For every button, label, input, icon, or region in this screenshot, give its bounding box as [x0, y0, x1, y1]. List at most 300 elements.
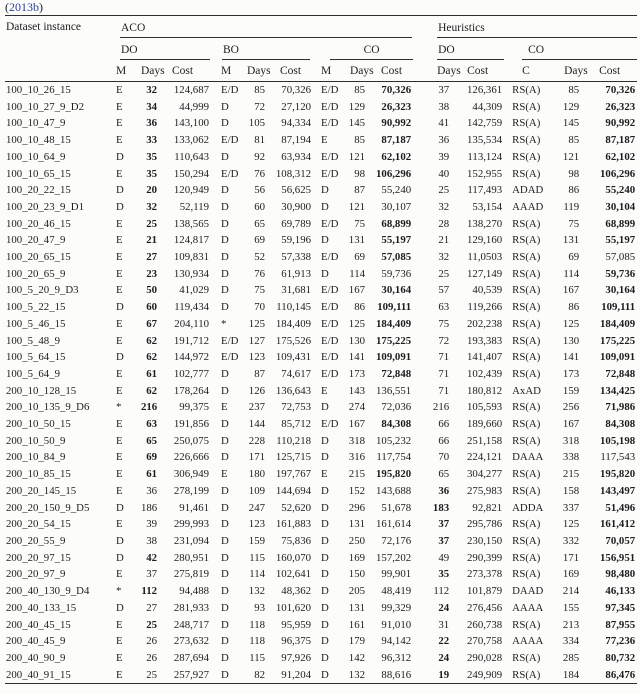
aco-do-m-cell: E — [116, 484, 123, 497]
table-row — [5, 216, 637, 233]
aco-bo-days-cell: 123 — [248, 351, 265, 364]
aco-co-m-cell: D — [321, 234, 329, 247]
heu-co-c-cell: RS(A) — [512, 301, 541, 314]
dataset-instance-cell: 100_10_64_9 — [6, 150, 66, 163]
aco-do-cost-cell: 287,694 — [173, 651, 209, 664]
heu-co-c-cell: RS(A) — [512, 618, 541, 631]
aco-do-cost-cell: 94,488 — [179, 585, 209, 598]
dataset-instance-cell: 200_20_55_9 — [6, 534, 66, 547]
aco-do-m-cell: D — [116, 601, 124, 614]
aco-bo-days-cell: 76 — [254, 267, 265, 280]
aco-co-cost-cell: 30,164 — [381, 284, 412, 297]
aco-co-days-cell: 129 — [348, 100, 365, 113]
table-row — [5, 266, 637, 283]
aco-co-cost-cell: 70,326 — [381, 84, 412, 96]
aco-bo-days-cell: 109 — [248, 484, 265, 497]
heu-do-days-cell: 25 — [438, 267, 450, 280]
aco-bo-days-cell: 70 — [254, 301, 265, 314]
aco-do-cost-cell: 281,933 — [173, 601, 209, 614]
heu-co-cost-cell: 87,187 — [605, 134, 636, 147]
heu-co-days-cell: 141 — [562, 351, 580, 364]
table-row — [5, 349, 637, 366]
aco-co-days-cell: 69 — [354, 251, 365, 264]
aco-co-days-cell: 131 — [348, 518, 365, 531]
dataset-instance-cell: 100_20_65_9 — [6, 267, 66, 280]
heu-co-days-cell: 337 — [562, 501, 580, 514]
col-header-aco-co-cost: Cost — [367, 60, 413, 82]
aco-do-m-cell: D — [116, 301, 124, 314]
heu-do-days-cell: 65 — [438, 468, 450, 481]
col-group-aco-do-label: DO — [120, 44, 210, 60]
col-header-aco-do-m: M — [111, 60, 141, 82]
aco-do-days-cell: 50 — [146, 284, 157, 297]
table-row — [5, 282, 637, 299]
aco-do-m-cell: E — [116, 167, 123, 180]
aco-bo-cost-cell: 85,712 — [281, 418, 311, 431]
aco-do-days-cell: 35 — [146, 167, 157, 180]
heu-co-cost-cell: 70,326 — [605, 84, 636, 96]
aco-co-m-cell: E/D — [321, 367, 339, 380]
col-group-heuristics-label: Heuristics — [437, 22, 637, 38]
dataset-instance-cell: 100_20_65_15 — [6, 251, 71, 264]
aco-co-m-cell: E — [321, 468, 328, 481]
aco-bo-days-cell: 144 — [248, 418, 265, 431]
heu-co-cost-cell: 46,133 — [605, 585, 636, 598]
heu-co-c-cell: RS(A) — [512, 167, 541, 180]
aco-bo-m-cell: E — [221, 468, 228, 481]
aco-do-cost-cell: 278,199 — [173, 484, 209, 497]
aco-bo-cost-cell: 97,926 — [281, 651, 311, 664]
aco-bo-cost-cell: 94,334 — [281, 117, 311, 130]
heu-co-cost-cell: 156,951 — [600, 551, 636, 564]
aco-do-days-cell: 36 — [146, 484, 157, 497]
aco-do-m-cell: E — [116, 568, 123, 581]
heu-do-cost-cell: 92,821 — [472, 501, 503, 514]
heu-co-c-cell: RS(A) — [512, 401, 541, 414]
heu-co-days-cell: 158 — [562, 484, 580, 497]
aco-do-days-cell: 21 — [146, 234, 157, 247]
aco-co-days-cell: 98 — [354, 167, 365, 180]
heu-co-days-cell: 69 — [568, 251, 580, 264]
aco-bo-m-cell: E/D — [221, 84, 239, 96]
aco-do-days-cell: 34 — [146, 100, 157, 113]
aco-do-m-cell: D — [116, 184, 124, 197]
heu-do-cost-cell: 11,0503 — [467, 251, 503, 264]
aco-co-days-cell: 131 — [348, 601, 365, 614]
aco-co-days-cell: 85 — [354, 84, 365, 96]
aco-co-cost-cell: 109,111 — [377, 301, 412, 314]
aco-do-cost-cell: 109,831 — [173, 251, 209, 264]
aco-co-days-cell: 141 — [348, 351, 365, 364]
aco-bo-m-cell: D — [221, 267, 229, 280]
aco-do-cost-cell: 273,632 — [173, 635, 209, 648]
aco-bo-days-cell: 118 — [249, 618, 265, 631]
heu-co-days-cell: 85 — [568, 84, 580, 96]
heu-co-c-cell: RS(A) — [512, 518, 541, 531]
table-body — [5, 82, 637, 683]
aco-bo-cost-cell: 160,070 — [275, 551, 311, 564]
col-group-aco — [111, 16, 413, 38]
heu-co-c-cell: RS(A) — [512, 150, 541, 163]
col-header-aco-do-days: Days — [141, 60, 159, 82]
col-group-heu-co-label: CO — [522, 44, 637, 60]
aco-co-days-cell: 131 — [348, 234, 365, 247]
aco-bo-m-cell: D — [221, 301, 229, 314]
heu-co-days-cell: 121 — [562, 150, 580, 163]
heu-do-days-cell: 72 — [438, 334, 450, 347]
heu-co-c-cell: ADDA — [512, 501, 544, 514]
aco-bo-days-cell: 171 — [248, 451, 265, 464]
heu-do-cost-cell: 230,150 — [467, 534, 503, 547]
dataset-instance-cell: 200_20_145_15 — [6, 484, 77, 497]
col-group-aco-bo-label: BO — [222, 44, 310, 60]
heu-do-cost-cell: 127,149 — [467, 267, 503, 280]
aco-bo-m-cell: E/D — [221, 167, 239, 180]
heu-co-cost-cell: 55,240 — [605, 184, 636, 197]
aco-co-cost-cell: 161,614 — [376, 518, 412, 531]
heu-do-days-cell: 66 — [438, 418, 450, 431]
aco-co-m-cell: D — [321, 451, 329, 464]
aco-co-days-cell: 215 — [348, 468, 365, 481]
heu-do-days-cell: 19 — [438, 668, 450, 681]
heu-do-cost-cell: 249,909 — [467, 668, 503, 681]
heu-co-c-cell: RS(A) — [512, 418, 541, 431]
heu-co-days-cell: 75 — [568, 217, 580, 230]
heu-co-days-cell: 129 — [562, 100, 580, 113]
dataset-instance-cell: 200_10_135_9_D6 — [6, 401, 90, 414]
heu-co-c-cell: RS(A) — [512, 351, 541, 364]
dataset-instance-cell: 100_5_64_15 — [6, 351, 66, 364]
aco-bo-m-cell: D — [221, 117, 229, 130]
aco-co-m-cell: E/D — [321, 351, 339, 364]
heu-do-cost-cell: 101,879 — [467, 585, 503, 598]
heu-do-days-cell: 71 — [438, 367, 450, 380]
heu-do-days-cell: 24 — [438, 651, 450, 664]
heu-co-days-cell: 86 — [568, 301, 580, 314]
heu-co-cost-cell: 57,085 — [605, 251, 636, 264]
aco-bo-m-cell: D — [221, 234, 229, 247]
aco-do-m-cell: E — [116, 251, 123, 264]
aco-co-days-cell: 274 — [348, 401, 365, 414]
aco-co-days-cell: 296 — [348, 501, 365, 514]
aco-co-days-cell: 132 — [348, 668, 365, 681]
col-group-heu-co — [504, 38, 637, 60]
aco-co-m-cell: E/D — [321, 317, 339, 330]
aco-bo-days-cell: 237 — [248, 401, 265, 414]
heu-do-days-cell: 70 — [438, 451, 450, 464]
heu-do-cost-cell: 44,309 — [472, 100, 503, 113]
aco-do-days-cell: 32 — [146, 200, 157, 213]
aco-bo-cost-cell: 74,617 — [281, 367, 311, 380]
aco-co-cost-cell: 48,419 — [381, 585, 412, 598]
aco-bo-cost-cell: 96,375 — [281, 635, 311, 648]
aco-do-days-cell: 42 — [146, 551, 157, 564]
aco-do-days-cell: 36 — [146, 117, 157, 130]
aco-do-days-cell: 33 — [146, 134, 157, 147]
table-row — [5, 633, 637, 650]
heu-do-cost-cell: 189,660 — [467, 418, 503, 431]
aco-co-days-cell: 142 — [348, 651, 365, 664]
aco-do-days-cell: 23 — [146, 267, 157, 280]
aco-do-cost-cell: 133,062 — [173, 134, 209, 147]
results-table — [5, 15, 637, 684]
heu-co-c-cell: RS(A) — [512, 284, 541, 297]
heu-co-c-cell: RS(A) — [512, 367, 541, 380]
aco-co-days-cell: 125 — [348, 317, 365, 330]
aco-co-cost-cell: 84,308 — [381, 418, 412, 431]
aco-bo-cost-cell: 70,326 — [281, 84, 311, 96]
aco-bo-cost-cell: 61,913 — [281, 267, 311, 280]
aco-co-m-cell: D — [321, 568, 329, 581]
aco-co-cost-cell: 109,091 — [376, 351, 412, 364]
aco-do-cost-cell: 178,264 — [173, 384, 209, 397]
dataset-instance-cell: 200_10_85_15 — [6, 468, 71, 481]
aco-co-cost-cell: 88,616 — [381, 668, 412, 681]
aco-co-m-cell: E — [321, 384, 328, 397]
aco-co-m-cell: E/D — [321, 217, 339, 230]
heu-co-cost-cell: 98,480 — [605, 568, 636, 581]
aco-co-m-cell: D — [321, 551, 329, 564]
table-row — [5, 383, 637, 400]
dataset-instance-cell: 100_20_23_9_D1 — [6, 200, 84, 213]
heu-do-cost-cell: 270,758 — [467, 635, 503, 648]
aco-co-m-cell: D — [321, 618, 329, 631]
aco-bo-m-cell: D — [221, 501, 229, 514]
aco-do-cost-cell: 44,999 — [179, 100, 209, 113]
aco-bo-m-cell: E/D — [221, 351, 239, 364]
heu-co-days-cell: 125 — [562, 518, 580, 531]
heu-do-cost-cell: 275,983 — [467, 484, 503, 497]
heu-do-cost-cell: 135,534 — [467, 134, 503, 147]
aco-co-cost-cell: 106,296 — [376, 167, 412, 180]
heu-co-days-cell: 173 — [562, 367, 580, 380]
aco-do-cost-cell: 110,643 — [174, 150, 209, 163]
heu-co-days-cell: 338 — [562, 451, 580, 464]
aco-co-cost-cell: 57,085 — [381, 251, 412, 264]
aco-bo-days-cell: 180 — [248, 468, 265, 481]
aco-bo-days-cell: 93 — [254, 601, 265, 614]
aco-co-cost-cell: 55,240 — [381, 184, 412, 197]
aco-co-cost-cell: 94,142 — [381, 635, 412, 648]
heu-co-c-cell: RS(A) — [512, 334, 541, 347]
heu-co-days-cell: 332 — [562, 534, 580, 547]
aco-bo-days-cell: 52 — [254, 251, 265, 264]
aco-co-days-cell: 143 — [348, 384, 365, 397]
aco-do-m-cell: E — [116, 468, 123, 481]
heu-co-days-cell: 334 — [562, 635, 580, 648]
aco-co-days-cell: 130 — [348, 334, 365, 347]
heu-co-days-cell: 184 — [562, 668, 580, 681]
aco-do-cost-cell: 41,029 — [179, 284, 209, 297]
heu-co-cost-cell: 77,236 — [605, 635, 636, 648]
heu-co-c-cell: RS(A) — [512, 251, 541, 264]
aco-bo-m-cell: D — [221, 534, 229, 547]
aco-co-cost-cell: 117,754 — [376, 451, 412, 464]
aco-do-m-cell: D — [116, 501, 124, 514]
heu-do-cost-cell: 105,593 — [467, 401, 503, 414]
table-row — [5, 132, 637, 149]
heu-co-days-cell: 213 — [562, 618, 580, 631]
heu-co-c-cell: RS(A) — [512, 267, 541, 280]
aco-bo-m-cell: D — [221, 635, 229, 648]
heu-do-days-cell: 49 — [438, 551, 450, 564]
table-row — [5, 399, 637, 416]
heu-co-cost-cell: 184,409 — [600, 317, 636, 330]
aco-co-m-cell: D — [321, 267, 329, 280]
table-row — [5, 483, 637, 500]
aco-bo-cost-cell: 175,526 — [275, 334, 311, 347]
aco-co-cost-cell: 72,176 — [381, 534, 412, 547]
aco-co-cost-cell: 72,848 — [381, 367, 412, 380]
aco-bo-days-cell: 105 — [248, 117, 265, 130]
heu-do-days-cell: 32 — [438, 200, 450, 213]
heu-co-c-cell: RS(A) — [512, 434, 541, 447]
heu-co-days-cell: 114 — [563, 267, 580, 280]
aco-bo-cost-cell: 57,338 — [281, 251, 311, 264]
aco-co-m-cell: E/D — [321, 167, 339, 180]
heu-co-days-cell: 130 — [562, 334, 580, 347]
aco-do-cost-cell: 191,856 — [173, 418, 209, 431]
heu-co-cost-cell: 70,057 — [605, 534, 636, 547]
citation-year-link[interactable]: 2013b — [9, 0, 39, 14]
aco-bo-m-cell: D — [221, 601, 229, 614]
aco-do-m-cell: E — [116, 451, 123, 464]
col-group-aco-co-label: CO — [330, 44, 413, 60]
aco-bo-m-cell: D — [221, 367, 229, 380]
dataset-instance-cell: 200_20_97_9 — [6, 568, 66, 581]
aco-co-cost-cell: 91,010 — [381, 618, 412, 631]
heu-do-days-cell: 28 — [438, 217, 450, 230]
heu-do-cost-cell: 117,493 — [467, 184, 503, 197]
heu-do-cost-cell: 290,399 — [467, 551, 503, 564]
aco-co-cost-cell: 96,312 — [381, 651, 412, 664]
aco-co-cost-cell: 195,820 — [376, 468, 412, 481]
dataset-instance-cell: 200_40_45_15 — [6, 618, 71, 631]
aco-co-m-cell: D — [321, 184, 329, 197]
aco-bo-cost-cell: 63,934 — [281, 150, 311, 163]
heu-co-days-cell: 215 — [562, 468, 580, 481]
heu-do-days-cell: 37 — [438, 534, 450, 547]
heu-co-cost-cell: 84,308 — [605, 418, 636, 431]
aco-bo-cost-cell: 87,194 — [281, 134, 311, 147]
aco-do-days-cell: 186 — [141, 501, 158, 514]
dataset-instance-cell: 200_40_91_15 — [6, 668, 71, 681]
col-header-aco-do-cost: Cost — [159, 60, 211, 82]
aco-do-m-cell: E — [116, 384, 123, 397]
heu-co-days-cell: 285 — [562, 651, 580, 664]
aco-co-days-cell: 173 — [348, 367, 365, 380]
heu-do-cost-cell: 129,160 — [467, 234, 503, 247]
heu-co-days-cell: 98 — [568, 167, 580, 180]
heu-co-cost-cell: 109,111 — [601, 301, 636, 314]
heu-do-days-cell: 21 — [438, 234, 450, 247]
heu-co-c-cell: RS(A) — [512, 100, 541, 113]
heu-co-cost-cell: 72,848 — [605, 367, 636, 380]
aco-co-cost-cell: 72,036 — [381, 401, 412, 414]
aco-do-cost-cell: 143,100 — [173, 117, 209, 130]
heu-co-cost-cell: 51,496 — [605, 501, 636, 514]
heu-co-days-cell: 86 — [568, 184, 580, 197]
heu-co-c-cell: RS(A) — [512, 484, 541, 497]
heu-do-cost-cell: 295,786 — [467, 518, 503, 531]
heu-co-cost-cell: 161,412 — [600, 518, 636, 531]
dataset-instance-cell: 200_40_130_9_D4 — [6, 585, 90, 598]
heu-co-days-cell: 214 — [562, 585, 580, 598]
heu-do-cost-cell: 202,238 — [467, 317, 503, 330]
aco-co-m-cell: D — [321, 668, 329, 681]
aco-bo-cost-cell: 69,789 — [281, 217, 311, 230]
aco-do-cost-cell: 257,927 — [173, 668, 209, 681]
heu-co-cost-cell: 143,497 — [600, 484, 636, 497]
aco-co-m-cell: E/D — [321, 84, 339, 96]
heu-co-cost-cell: 106,296 — [600, 167, 636, 180]
dataset-instance-cell: 200_40_45_9 — [6, 635, 66, 648]
heu-co-days-cell: 169 — [562, 568, 580, 581]
aco-do-days-cell: 60 — [146, 301, 157, 314]
heu-do-days-cell: 38 — [438, 100, 450, 113]
aco-bo-days-cell: 87 — [254, 367, 265, 380]
aco-bo-days-cell: 127 — [248, 334, 265, 347]
aco-do-days-cell: 27 — [146, 251, 157, 264]
aco-do-cost-cell: 120,949 — [173, 184, 209, 197]
aco-do-m-cell: D — [116, 551, 124, 564]
heu-co-days-cell: 155 — [562, 601, 580, 614]
aco-co-cost-cell: 143,688 — [376, 484, 412, 497]
aco-bo-days-cell: 85 — [254, 84, 265, 96]
aco-co-days-cell: 161 — [348, 618, 365, 631]
aco-co-days-cell: 316 — [348, 451, 365, 464]
aco-do-m-cell: E — [116, 267, 123, 280]
aco-co-cost-cell: 87,187 — [381, 134, 412, 147]
aco-do-days-cell: 26 — [146, 651, 157, 664]
aco-co-m-cell: D — [321, 501, 329, 514]
col-header-heu-co-days: Days — [549, 60, 581, 82]
aco-bo-days-cell: 123 — [248, 518, 265, 531]
aco-do-days-cell: 216 — [141, 401, 158, 414]
aco-co-m-cell: D — [321, 635, 329, 648]
aco-co-days-cell: 86 — [354, 301, 365, 314]
aco-co-m-cell: E/D — [321, 334, 339, 347]
aco-do-cost-cell: 250,075 — [173, 434, 209, 447]
heu-do-days-cell: 37 — [438, 84, 450, 96]
table-row — [5, 433, 637, 450]
aco-do-days-cell: 62 — [146, 334, 157, 347]
table-row — [5, 650, 637, 667]
aco-bo-m-cell: D — [221, 251, 229, 264]
aco-bo-m-cell: D — [221, 551, 229, 564]
aco-co-m-cell: E/D — [321, 150, 339, 163]
aco-do-days-cell: 32 — [146, 84, 157, 96]
aco-bo-days-cell: 132 — [248, 585, 265, 598]
heu-co-days-cell: 119 — [563, 200, 580, 213]
heu-do-days-cell: 63 — [438, 301, 450, 314]
aco-co-m-cell: E/D — [321, 301, 339, 314]
aco-do-m-cell: E — [116, 217, 123, 230]
aco-co-days-cell: 85 — [354, 134, 365, 147]
heu-co-c-cell: RS(A) — [512, 134, 541, 147]
aco-do-cost-cell: 191,712 — [173, 334, 209, 347]
col-group-aco-co — [313, 38, 413, 60]
heu-co-c-cell: AxAD — [512, 384, 541, 397]
table-row — [5, 466, 637, 483]
table-row — [5, 416, 637, 433]
aco-do-m-cell: E — [116, 418, 123, 431]
heu-do-cost-cell: 224,121 — [467, 451, 503, 464]
aco-do-m-cell: D — [116, 200, 124, 213]
aco-co-m-cell: D — [321, 401, 329, 414]
aco-bo-cost-cell: 144,694 — [275, 484, 311, 497]
heu-do-cost-cell: 152,955 — [467, 167, 503, 180]
